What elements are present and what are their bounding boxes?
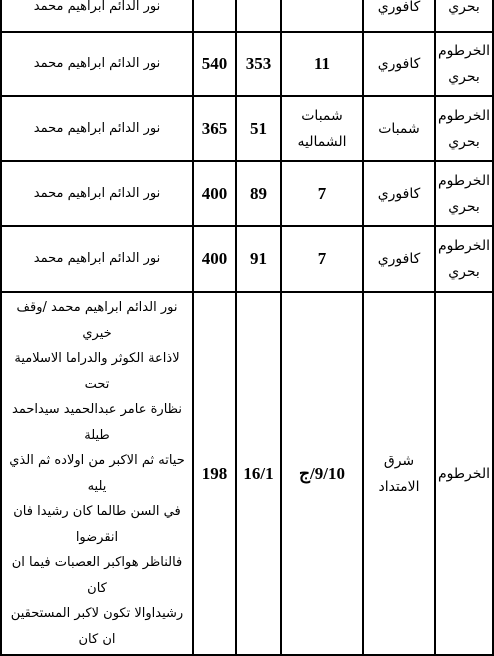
area-cell: 400 bbox=[193, 226, 236, 292]
place-cell: كافوري bbox=[363, 161, 435, 226]
table-row bbox=[1, 32, 493, 96]
owner-cell: نور الدائم ابراهيم محمد bbox=[1, 32, 193, 96]
block-cell: 9/10/ج bbox=[281, 292, 363, 655]
place-cell: كافوري bbox=[363, 0, 435, 32]
city-cell: الخرطوم bbox=[435, 292, 493, 655]
plot-cell: 353 bbox=[236, 32, 281, 96]
table-row bbox=[1, 96, 493, 161]
block-cell: 7 bbox=[281, 161, 363, 226]
owner-cell: نور الدائم ابراهيم محمد bbox=[1, 161, 193, 226]
city-cell: بحري bbox=[435, 0, 493, 32]
area-cell: 198 bbox=[193, 292, 236, 655]
area-cell bbox=[193, 0, 236, 32]
block-cell: 7 bbox=[281, 226, 363, 292]
block-cell: شمبات الشماليه bbox=[281, 96, 363, 161]
place-cell: شرق الامتداد bbox=[363, 292, 435, 655]
block-cell bbox=[281, 0, 363, 32]
plot-cell: 91 bbox=[236, 226, 281, 292]
area-cell: 365 bbox=[193, 96, 236, 161]
owner-note-cell: نور الدائم ابراهيم محمد /وقف خيري لاذاعة الكوثر والدراما الاسلامية تحت نظارة عامر عبدالحميد سيداحمد طيلة حياته ثم الاكبر من اولاده ثم الذي يليه في السن طالما كان رشيدا فان انقرضوا فالناظر هواكبر العصبات فيما ان كان رشيداوالا تكون لاكبر المستحقين ان كان bbox=[1, 292, 193, 655]
table-row bbox=[1, 292, 493, 655]
place-cell: كافوري bbox=[363, 226, 435, 292]
plot-cell: 16/1 bbox=[236, 292, 281, 655]
city-cell: الخرطوم بحري bbox=[435, 226, 493, 292]
area-cell: 400 bbox=[193, 161, 236, 226]
owner-cell: نور الدائم ابراهيم محمد bbox=[1, 0, 193, 32]
area-cell: 540 bbox=[193, 32, 236, 96]
table-row bbox=[1, 161, 493, 226]
city-cell: الخرطوم بحري bbox=[435, 96, 493, 161]
plot-cell: 51 bbox=[236, 96, 281, 161]
plot-cell bbox=[236, 0, 281, 32]
table-row bbox=[1, 226, 493, 292]
plot-cell: 89 bbox=[236, 161, 281, 226]
table-row bbox=[1, 0, 493, 32]
city-cell: الخرطوم بحري bbox=[435, 161, 493, 226]
owner-cell: نور الدائم ابراهيم محمد bbox=[1, 226, 193, 292]
owner-cell: نور الدائم ابراهيم محمد bbox=[1, 96, 193, 161]
block-cell: 11 bbox=[281, 32, 363, 96]
place-cell: كافوري bbox=[363, 32, 435, 96]
place-cell: شمبات bbox=[363, 96, 435, 161]
city-cell: الخرطوم بحري bbox=[435, 32, 493, 96]
